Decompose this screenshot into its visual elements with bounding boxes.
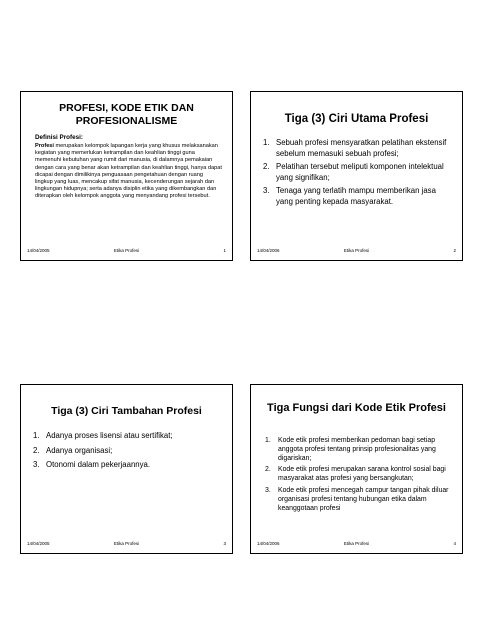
slide-title: Tiga (3) Ciri Tambahan Profesi (51, 405, 202, 417)
list-item (265, 437, 452, 463)
list-text: Adanya organisasi; (46, 445, 113, 455)
footer-page-number: 1 (223, 248, 226, 253)
footer-center: Etika Profesi (343, 541, 370, 546)
list-number: 3. (265, 486, 271, 494)
list-number: 2. (263, 162, 270, 172)
footer-center: Etika Profesi (113, 541, 140, 546)
numbered-list (265, 437, 452, 516)
list-number: 2. (265, 466, 271, 474)
slide-2 (250, 91, 463, 261)
footer-date: 14/04/2006 (257, 248, 280, 253)
slide-title: PROFESI, KODE ETIK DAN PROFESIONALISME (59, 102, 194, 127)
definition-text: merupakan kelompok lapangan kerja yang khusus melaksanakan kegiatan yang memerlukan ketrampilan dan keahlian tinggi guna memenuhi kebutuhan yang rumit dari manusia, di dalamnya pemakaian dengan cara yang benar akan ketrampilan dan keahlian tinggi, hanya dapat dicapai dengan dimilikinya penguasaan pengetahuan dengan ruang lingkup yang luas, mencakup sifat manusia, kecenderungan sejarah dan lingkungan hidupnya; serta adanya disiplin etika yang dikembangkan dan diterapkan oleh kelompok anggota yang menyandang profesi tersebut. (35, 143, 222, 200)
definition-body (35, 143, 222, 201)
list-text: Tenaga yang terlatih mampu memberikan jasa yang penting kepada masyarakat. (276, 186, 436, 206)
footer-page-number: 3 (223, 541, 226, 546)
numbered-list (263, 138, 454, 211)
footer-page-number: 4 (453, 541, 456, 546)
list-item (263, 138, 454, 159)
list-text: Kode etik profesi merupakan sarana kontrol sosial bagi masyarakat atas profesi yang bersangkutan; (278, 466, 446, 483)
list-number: 1. (33, 431, 40, 440)
list-item (33, 446, 224, 457)
slide-footer (27, 247, 226, 255)
slide-3 (20, 384, 233, 554)
footer-center: Etika Profesi (113, 248, 140, 253)
list-text: Sebuah profesi mensyaratkan pelatihan ekstensif sebelum memasuki sebuah profesi; (276, 138, 447, 158)
list-text: Kode etik profesi mencegah campur tangan pihak diluar organisasi profesi tentang hubungan etika dalam keanggotaan profesi (278, 486, 449, 512)
list-number: 3. (33, 460, 40, 470)
list-number: 1. (263, 138, 270, 147)
list-text: Adanya proses lisensi atau sertifikat; (46, 431, 173, 440)
list-item (263, 162, 454, 183)
list-item (33, 460, 224, 471)
definition-term: Profesi (35, 143, 54, 149)
definition-heading: Definisi Profesi: (35, 134, 83, 141)
slide-title: Tiga (3) Ciri Utama Profesi (284, 113, 429, 125)
slide-1 (20, 91, 233, 261)
footer-date: 14/04/2005 (27, 248, 50, 253)
list-text: Pelatihan tersebut meliputi komponen intelektual yang signifikan; (276, 162, 444, 182)
slide-4 (250, 384, 463, 554)
footer-date: 14/04/2006 (257, 541, 280, 546)
list-text: Otonomi dalam pekerjaannya. (46, 460, 151, 470)
slide-footer (27, 540, 226, 548)
slide-footer (257, 247, 456, 255)
footer-center: Etika Profesi (343, 248, 370, 253)
list-item (33, 431, 224, 442)
slide-footer (257, 540, 456, 548)
slide-title: Tiga Fungsi dari Kode Etik Profesi (267, 402, 446, 414)
list-number: 3. (263, 186, 270, 196)
list-number: 2. (33, 445, 40, 455)
footer-date: 14/04/2005 (27, 541, 50, 546)
footer-page-number: 2 (453, 248, 456, 253)
list-number: 1. (265, 437, 271, 444)
numbered-list (33, 431, 224, 475)
list-item (265, 487, 452, 513)
list-text: Kode etik profesi memberikan pedoman bagi setiap anggota profesi tentang prinsip profesionalitas yang digariskan; (278, 437, 436, 462)
list-item (263, 186, 454, 207)
list-item (265, 466, 452, 484)
